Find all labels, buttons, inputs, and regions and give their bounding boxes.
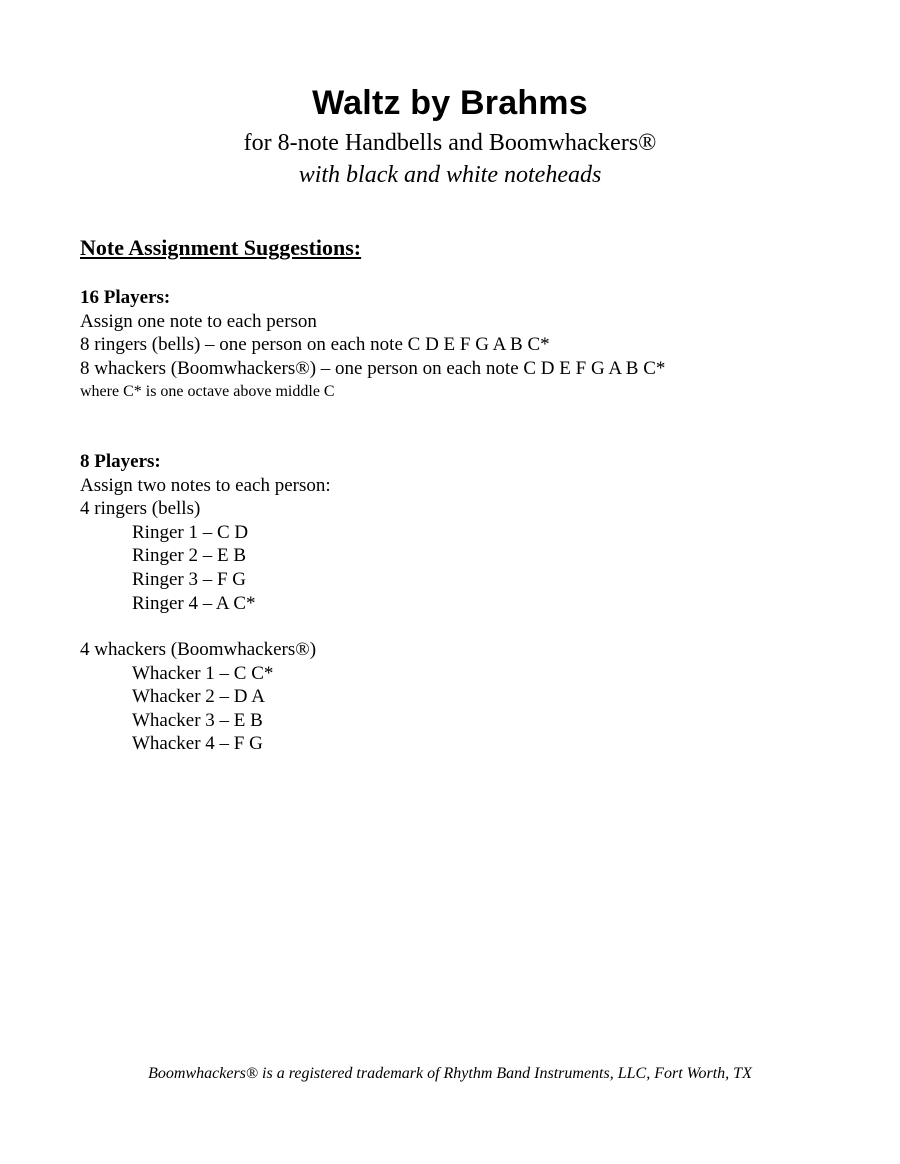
sixteen-players-line-1: Assign one note to each person bbox=[80, 310, 317, 332]
sixteen-players-line-2: 8 ringers (bells) – one person on each note C D E F G A B C* bbox=[80, 334, 550, 356]
document-title: Waltz by Brahms bbox=[312, 84, 588, 122]
whackers-label: 4 whackers (Boomwhackers®) bbox=[80, 639, 317, 660]
whackers-section bbox=[80, 638, 316, 756]
whacker-assignment: Whacker 4 – F G bbox=[132, 733, 263, 755]
whacker-assignment: Whacker 1 – C C* bbox=[132, 662, 274, 684]
sixteen-players-section bbox=[80, 286, 665, 404]
ringer-assignment: Ringer 3 – F G bbox=[132, 568, 246, 590]
sixteen-players-line-3: 8 whackers (Boomwhackers®) – one person on each note C D E F G A B C* bbox=[80, 357, 666, 379]
whacker-assignment: Whacker 2 – D A bbox=[132, 686, 265, 708]
ringer-assignment: Ringer 4 – A C* bbox=[132, 592, 256, 614]
octave-note: where C* is one octave above middle C bbox=[80, 383, 335, 401]
document-subtitle: for 8-note Handbells and Boomwhackers® bbox=[243, 130, 657, 156]
eight-players-heading: 8 Players: bbox=[80, 451, 161, 472]
document-subtitle-italic: with black and white noteheads bbox=[298, 162, 602, 188]
whacker-assignment: Whacker 3 – E B bbox=[132, 709, 263, 731]
ringer-assignment: Ringer 2 – E B bbox=[132, 545, 246, 567]
ringer-assignment: Ringer 1 – C D bbox=[132, 521, 249, 543]
sixteen-players-heading: 16 Players: bbox=[80, 287, 171, 308]
section-heading: Note Assignment Suggestions: bbox=[80, 235, 362, 260]
eight-players-section bbox=[80, 450, 331, 615]
trademark-footer: Boomwhackers® is a registered trademark of Rhythm Band Instruments, LLC, Fort Worth, TX bbox=[148, 1065, 752, 1082]
ringers-label: 4 ringers (bells) bbox=[80, 498, 201, 520]
eight-players-intro: Assign two notes to each person: bbox=[80, 474, 331, 496]
